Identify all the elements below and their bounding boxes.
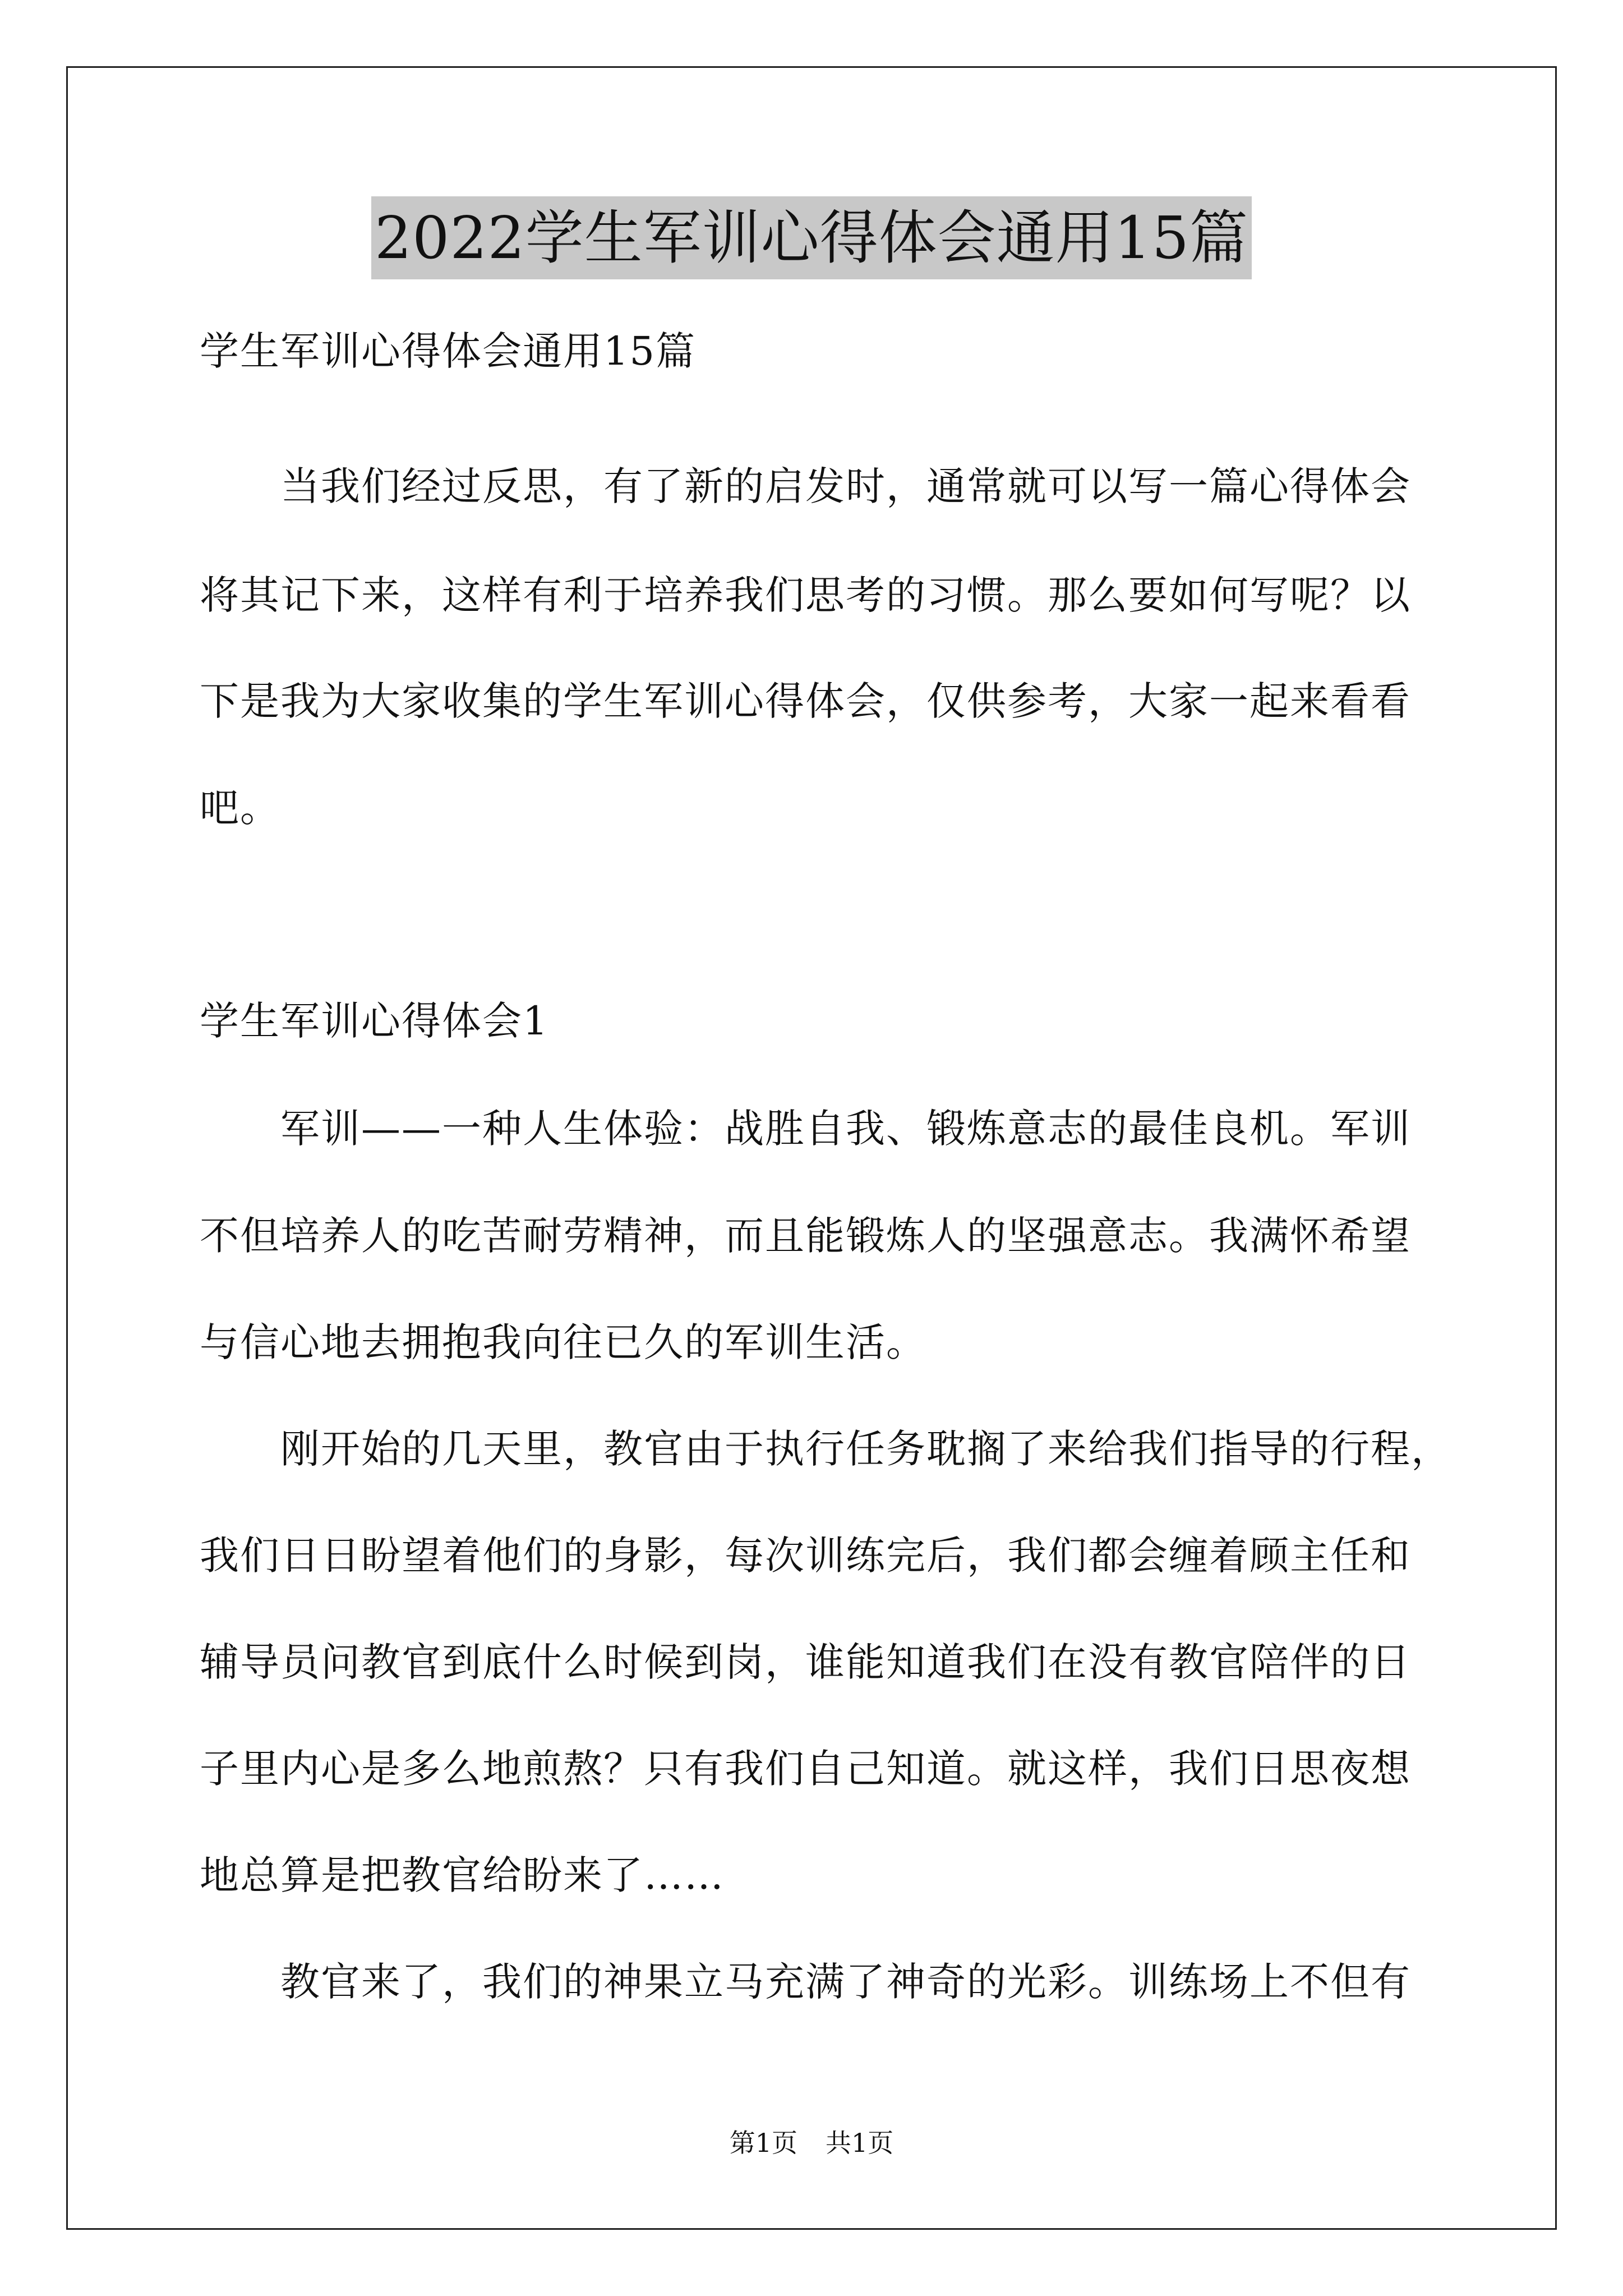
page-number-current: 第1页 [729,2128,797,2158]
section-line-7: 子里内心是多么地煎熬？只有我们自己知道。就这样，我们日思夜想 [200,1746,1411,1792]
section-line-1: 军训——一种人生体验：战胜自我、锻炼意志的最佳良机。军训 [200,1106,1411,1152]
intro-line-1: 当我们经过反思，有了新的启发时，通常就可以写一篇心得体会 [200,463,1411,509]
document-title: 2022学生军训心得体会通用15篇 [371,196,1252,279]
section-line-6: 辅导员问教官到底什么时候到岗，谁能知道我们在没有教官陪伴的日 [200,1639,1411,1685]
page-footer [0,2126,1623,2160]
document-subtitle: 学生军训心得体会通用15篇 [200,328,697,374]
page-number-total: 共1页 [826,2128,894,2158]
intro-line-3: 下是我为大家收集的学生军训心得体会，仅供参考，大家一起来看看 [200,678,1411,724]
intro-line-2: 将其记下来，这样有利于培养我们思考的习惯。那么要如何写呢？以 [200,572,1411,618]
section-line-4: 刚开始的几天里，教官由于执行任务耽搁了来给我们指导的行程， [200,1426,1451,1472]
title-container [0,196,1623,279]
section-line-5: 我们日日盼望着他们的身影，每次训练完后，我们都会缠着顾主任和 [200,1533,1411,1579]
section-line-9: 教官来了，我们的神果立马充满了神奇的光彩。训练场上不但有 [200,1959,1411,2005]
section-line-3: 与信心地去拥抱我向往已久的军训生活。 [200,1319,926,1365]
intro-line-4: 吧。 [200,785,280,831]
section-heading: 学生军训心得体会1 [200,998,549,1044]
section-line-2: 不但培养人的吃苦耐劳精神，而且能锻炼人的坚强意志。我满怀希望 [200,1213,1411,1259]
section-line-8: 地总算是把教官给盼来了…… [200,1852,725,1898]
